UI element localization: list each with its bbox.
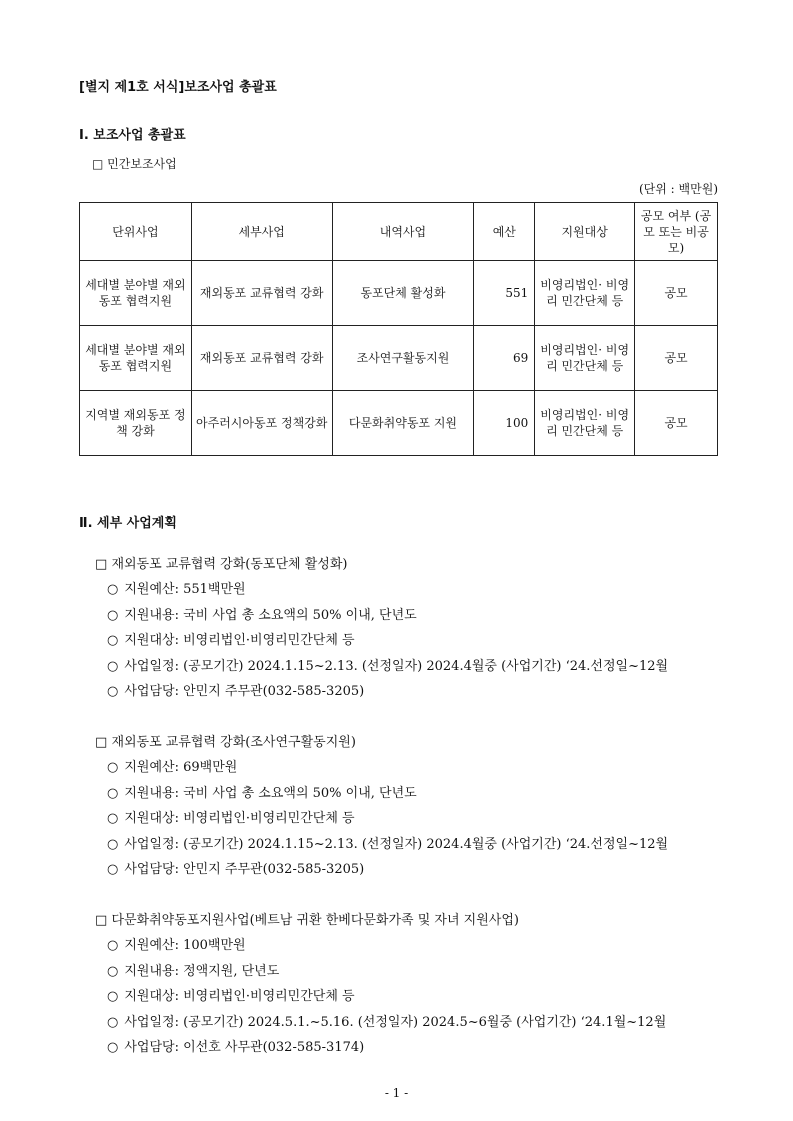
plan-line-text: 지원내용: 정액지원, 단년도	[124, 963, 280, 979]
box-symbol: □	[95, 735, 108, 750]
plan-line-text: 지원대상: 비영리법인·비영리민간단체 등	[124, 989, 355, 1004]
bullet-symbol: ○	[107, 989, 119, 1004]
bullet-symbol: ○	[107, 862, 119, 877]
unit-project-cell: 지역별 재외동포 정책 강화	[80, 391, 192, 456]
column-header: 세부사업	[191, 203, 332, 261]
plan-title	[95, 731, 668, 755]
plan-line	[95, 857, 668, 883]
plan-title	[95, 909, 666, 933]
public-offer-cell: 공모	[635, 326, 718, 391]
budget-cell: 69	[474, 326, 535, 391]
bullet-symbol: ○	[107, 938, 119, 953]
unit-project-cell: 세대별 분야별 재외동포 협력지원	[80, 326, 192, 391]
plan-line-text: 지원예산: 100백만원	[124, 938, 246, 953]
section-2-title: Ⅱ. 세부 사업계획	[79, 516, 177, 531]
table-row	[80, 261, 718, 326]
unit-label: (단위 : 백만원)	[639, 182, 718, 196]
plan-title-text: 재외동포 교류협력 강화(동포단체 활성화)	[111, 557, 348, 572]
plan-line	[95, 1010, 666, 1036]
form-label: [별지 제1호 서식]보조사업 총괄표	[79, 80, 277, 95]
plan-line-text: 사업담당: 안민지 주무관(032-585-3205)	[124, 862, 365, 877]
plan-line	[95, 959, 666, 985]
plan-line-text: 사업담당: 이선호 사무관(032-585-3174)	[124, 1040, 365, 1055]
table-row	[80, 391, 718, 456]
column-header: 공모 여부 (공모 또는 비공모)	[635, 203, 718, 261]
item-project-cell: 다문화취약동포 지원	[332, 391, 474, 456]
plan-line-text: 사업담당: 안민지 주무관(032-585-3205)	[124, 684, 365, 699]
bullet-symbol: ○	[107, 963, 119, 979]
detail-project-cell: 아주러시아동포 정책강화	[191, 391, 332, 456]
bullet-symbol: ○	[107, 760, 119, 775]
target-cell: 비영리법인· 비영리 민간단체 등	[535, 326, 635, 391]
target-cell: 비영리법인· 비영리 민간단체 등	[535, 261, 635, 326]
detail-project-cell: 재외동포 교류협력 강화	[191, 326, 332, 391]
table-row	[80, 326, 718, 391]
section-1-title: Ⅰ. 보조사업 총괄표	[79, 128, 186, 143]
plan-line	[95, 984, 666, 1010]
plan-title	[95, 553, 668, 577]
bullet-symbol: ○	[107, 684, 119, 699]
plan-block	[95, 909, 666, 1061]
bullet-symbol: ○	[107, 1014, 119, 1030]
plan-line-text: 사업일정: (공모기간) 2024.1.15~2.13. (선정일자) 2024.4월중 (사업기간) ‘24.선정일~12월	[124, 658, 669, 674]
box-symbol: □	[95, 913, 108, 928]
column-header: 단위사업	[80, 203, 192, 261]
plan-line	[95, 628, 668, 654]
public-offer-cell: 공모	[635, 391, 718, 456]
item-project-cell: 조사연구활동지원	[332, 326, 474, 391]
plan-line-text: 지원예산: 69백만원	[124, 760, 238, 775]
public-offer-cell: 공모	[635, 261, 718, 326]
bullet-symbol: ○	[107, 582, 119, 597]
budget-cell: 551	[474, 261, 535, 326]
unit-project-cell: 세대별 분야별 재외동포 협력지원	[80, 261, 192, 326]
box-symbol: □	[95, 557, 108, 572]
target-cell: 비영리법인· 비영리 민간단체 등	[535, 391, 635, 456]
plan-line	[95, 806, 668, 832]
subheading-text: 민간보조사업	[107, 157, 177, 171]
plan-block	[95, 731, 668, 883]
item-project-cell: 동포단체 활성화	[332, 261, 474, 326]
plan-title-text: 재외동포 교류협력 강화(조사연구활동지원)	[111, 735, 356, 750]
table-header-row	[80, 203, 718, 261]
bullet-symbol: ○	[107, 607, 119, 623]
plan-line	[95, 933, 666, 959]
plan-line	[95, 679, 668, 705]
plan-block	[95, 553, 668, 705]
page-number: - 1 -	[384, 1086, 409, 1100]
plan-line	[95, 603, 668, 629]
bullet-symbol: ○	[107, 658, 119, 674]
plan-title-text: 다문화취약동포지원사업(베트남 귀환 한베다문화가족 및 자녀 지원사업)	[111, 913, 519, 928]
summary-table	[79, 202, 718, 456]
plan-line	[95, 755, 668, 781]
detail-project-cell: 재외동포 교류협력 강화	[191, 261, 332, 326]
plan-line	[95, 654, 668, 680]
bullet-symbol: ○	[107, 633, 119, 648]
plan-line	[95, 781, 668, 807]
plan-line	[95, 832, 668, 858]
plan-line	[95, 577, 668, 603]
bullet-symbol: ○	[107, 785, 119, 801]
plan-line-text: 지원대상: 비영리법인·비영리민간단체 등	[124, 811, 355, 826]
column-header: 지원대상	[535, 203, 635, 261]
bullet-symbol: ○	[107, 811, 119, 826]
column-header: 내역사업	[332, 203, 474, 261]
plan-line-text: 지원대상: 비영리법인·비영리민간단체 등	[124, 633, 355, 648]
subsidy-type-heading	[92, 155, 177, 172]
plan-line	[95, 1035, 666, 1061]
budget-cell: 100	[474, 391, 535, 456]
column-header: 예산	[474, 203, 535, 261]
bullet-symbol: ○	[107, 836, 119, 852]
plan-line-text: 사업일정: (공모기간) 2024.1.15~2.13. (선정일자) 2024.4월중 (사업기간) ‘24.선정일~12월	[124, 836, 669, 852]
bullet-symbol: ○	[107, 1040, 119, 1055]
plan-line-text: 사업일정: (공모기간) 2024.5.1.~5.16. (선정일자) 2024.5~6월중 (사업기간) ‘24.1월~12월	[124, 1014, 667, 1030]
plan-line-text: 지원내용: 국비 사업 총 소요액의 50% 이내, 단년도	[124, 607, 417, 623]
plan-line-text: 지원예산: 551백만원	[124, 582, 246, 597]
box-symbol: □	[92, 157, 104, 171]
plan-line-text: 지원내용: 국비 사업 총 소요액의 50% 이내, 단년도	[124, 785, 417, 801]
